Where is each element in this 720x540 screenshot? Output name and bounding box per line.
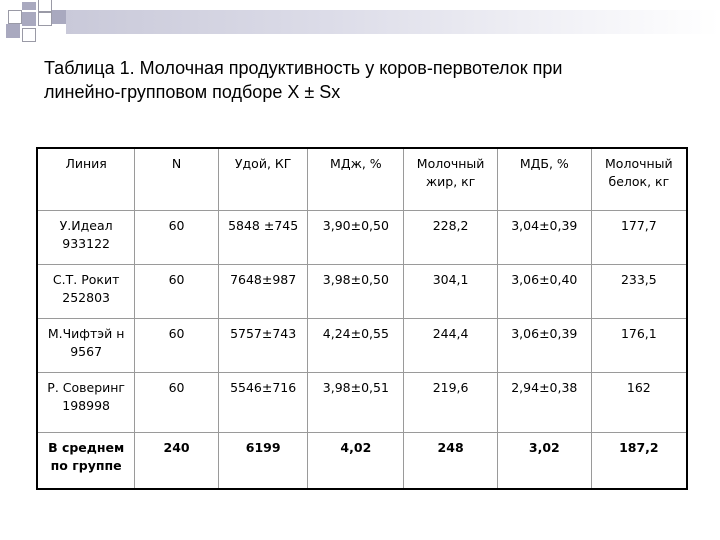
- table-cell: 60: [135, 264, 219, 318]
- decor-square: [22, 12, 36, 26]
- table-row: [37, 318, 687, 372]
- table-cell: 3,06±0,40: [497, 264, 591, 318]
- table-cell: 233,5: [591, 264, 687, 318]
- table-cell: У.Идеал 933122: [37, 210, 135, 264]
- table-cell: 3,04±0,39: [497, 210, 591, 264]
- table-cell: 6199: [218, 432, 308, 489]
- table-cell: 5848 ±745: [218, 210, 308, 264]
- decor-square: [38, 0, 52, 12]
- header-gradient-bar: [66, 10, 720, 34]
- decor-square: [22, 2, 36, 10]
- column-header: Молочный жир, кг: [404, 148, 498, 210]
- column-header: Удой, КГ: [218, 148, 308, 210]
- table-header-row: [37, 148, 687, 210]
- table-cell: 4,24±0,55: [308, 318, 404, 372]
- table-cell: 248: [404, 432, 498, 489]
- table-cell: 60: [135, 318, 219, 372]
- table-cell: Р. Соверинг 198998: [37, 372, 135, 432]
- table-cell: 228,2: [404, 210, 498, 264]
- table-cell: 244,4: [404, 318, 498, 372]
- column-header: МДж, %: [308, 148, 404, 210]
- table-cell: В среднем по группе: [37, 432, 135, 489]
- table-cell: 3,98±0,51: [308, 372, 404, 432]
- column-header: МДБ, %: [497, 148, 591, 210]
- decor-square: [6, 24, 20, 38]
- table-cell: 7648±987: [218, 264, 308, 318]
- column-header: Линия: [37, 148, 135, 210]
- table-row: [37, 210, 687, 264]
- milk-productivity-table: [36, 147, 688, 490]
- table-cell: 5546±716: [218, 372, 308, 432]
- column-header: N: [135, 148, 219, 210]
- table-cell: 2,94±0,38: [497, 372, 591, 432]
- table-cell: М.Чифтэй н 9567: [37, 318, 135, 372]
- table-row: [37, 264, 687, 318]
- table-cell: 3,98±0,50: [308, 264, 404, 318]
- table-cell: 219,6: [404, 372, 498, 432]
- title-line-1: Таблица 1. Молочная продуктивность у коров-первотелок при: [44, 58, 563, 78]
- table-summary-row: [37, 432, 687, 489]
- table-cell: 5757±743: [218, 318, 308, 372]
- table-row: [37, 372, 687, 432]
- table-cell: 4,02: [308, 432, 404, 489]
- decor-square: [22, 28, 36, 42]
- table-cell: 176,1: [591, 318, 687, 372]
- table-cell: 187,2: [591, 432, 687, 489]
- table-cell: 3,02: [497, 432, 591, 489]
- table-cell: 3,06±0,39: [497, 318, 591, 372]
- table-cell: 304,1: [404, 264, 498, 318]
- title-line-2: линейно-групповом подборе X ± Sx: [44, 82, 341, 102]
- column-header: Молочный белок, кг: [591, 148, 687, 210]
- table-cell: 60: [135, 210, 219, 264]
- table-cell: 177,7: [591, 210, 687, 264]
- table-cell: С.Т. Рокит 252803: [37, 264, 135, 318]
- decor-square: [38, 12, 52, 26]
- slide-title: [44, 56, 694, 104]
- table-cell: 60: [135, 372, 219, 432]
- table-cell: 3,90±0,50: [308, 210, 404, 264]
- decor-square: [52, 10, 66, 24]
- table-cell: 162: [591, 372, 687, 432]
- decor-square: [8, 10, 22, 24]
- table-cell: 240: [135, 432, 219, 489]
